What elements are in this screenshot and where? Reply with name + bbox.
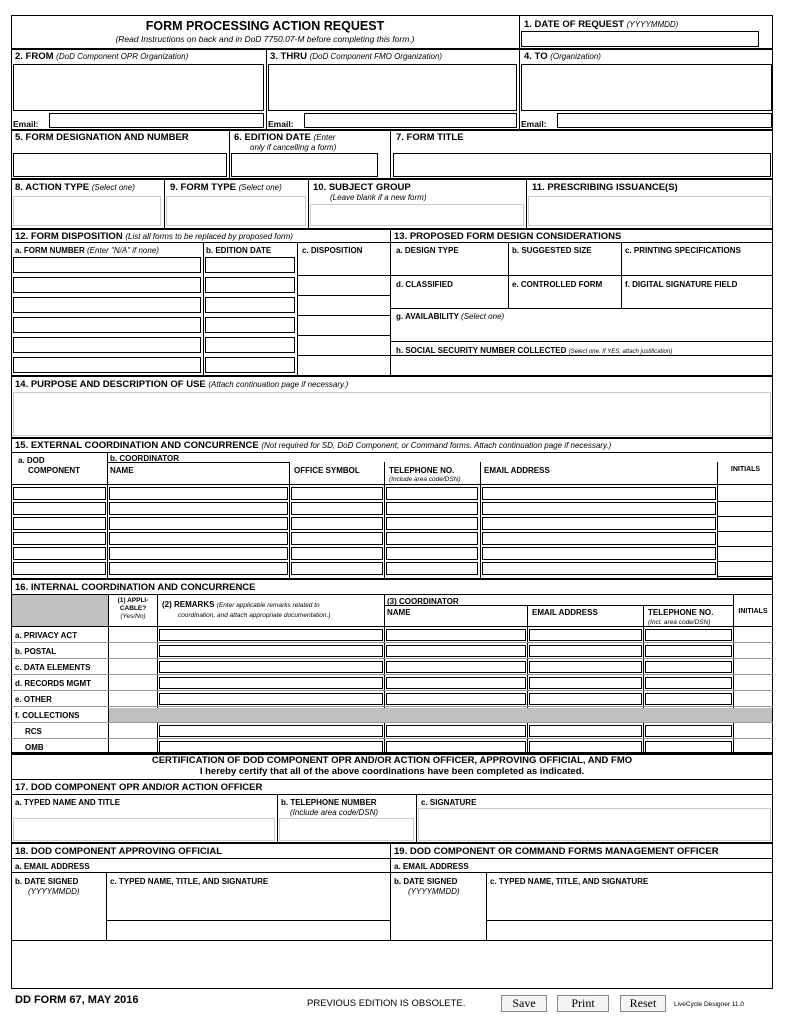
opr-telephone-hint: (Include area code/DSN) bbox=[290, 808, 379, 817]
typed-name-title-label: a. TYPED NAME AND TITLE bbox=[15, 798, 121, 807]
form-number-field[interactable] bbox=[13, 297, 201, 313]
forms-manager-label: 19. DOD COMPONENT OR COMMAND FORMS MANAGEMENT OFFICER bbox=[394, 846, 719, 857]
internal-coordination-cell[interactable] bbox=[529, 661, 642, 673]
external-coordination-cell[interactable] bbox=[386, 562, 478, 575]
internal-coordination-cell[interactable] bbox=[386, 629, 526, 641]
print-button[interactable]: Print bbox=[557, 995, 609, 1012]
internal-row-label: f. COLLECTIONS bbox=[15, 711, 80, 720]
telephone-col-hint: (Include area code/DSN) bbox=[389, 476, 461, 483]
opr-telephone-label: b. TELEPHONE NUMBER bbox=[281, 798, 377, 807]
internal-coordination-cell[interactable] bbox=[386, 645, 526, 657]
edition-date-hint: only if cancelling a form) bbox=[250, 143, 337, 152]
subject-group-hint: (Leave blank if a new form) bbox=[330, 193, 427, 202]
certification-text: I hereby certify that all of the above coordinations have been completed as indicated. bbox=[199, 766, 585, 777]
applicable-col: (1) APPLI- CABLE? (Yes/No) bbox=[117, 597, 149, 620]
internal-coordination-label: 16. INTERNAL COORDINATION AND CONCURRENCE bbox=[15, 582, 256, 593]
office-symbol-col: OFFICE SYMBOL bbox=[294, 466, 360, 475]
availability-label: g. AVAILABILITY (Select one) bbox=[396, 312, 505, 321]
opr-signature-label: c. SIGNATURE bbox=[421, 798, 477, 807]
manager-name-label: c. TYPED NAME, TITLE, AND SIGNATURE bbox=[490, 877, 649, 886]
opr-signature-field[interactable] bbox=[418, 808, 771, 841]
printing-specs-label: c. PRINTING SPECIFICATIONS bbox=[625, 246, 741, 255]
reset-button[interactable]: Reset bbox=[620, 995, 666, 1012]
remarks-col: (2) REMARKS (Enter applicable remarks related to bbox=[162, 600, 320, 609]
digital-signature-label: f. DIGITAL SIGNATURE FIELD bbox=[625, 280, 738, 289]
date-of-request-label: 1. DATE OF REQUEST (YYYYMMDD) bbox=[524, 19, 679, 30]
internal-row-label: b. POSTAL bbox=[15, 647, 57, 656]
internal-row-label: a. PRIVACY ACT bbox=[15, 631, 78, 640]
dod-component-col: a. DOD COMPONENT bbox=[18, 456, 80, 475]
internal-coordination-cell[interactable] bbox=[645, 693, 732, 705]
external-coordination-cell[interactable] bbox=[13, 562, 106, 575]
designer-note: LiveCycle Designer 11.0 bbox=[674, 1001, 744, 1008]
initials-col: INITIALS bbox=[730, 466, 761, 473]
design-type-label: a. DESIGN TYPE bbox=[396, 246, 459, 255]
internal-row-label: c. DATA ELEMENTS bbox=[15, 663, 91, 672]
internal-coordination-cell[interactable] bbox=[386, 677, 526, 689]
remarks-col-hint: coordination, and attach appropriate documentation.) bbox=[178, 612, 331, 619]
thru-email-label: Email: bbox=[268, 119, 294, 129]
external-coordination-cell[interactable] bbox=[291, 532, 383, 545]
internal-coordination-cell[interactable] bbox=[645, 645, 732, 657]
date-of-request-field[interactable] bbox=[521, 31, 759, 47]
internal-coordination-cell[interactable] bbox=[159, 677, 383, 689]
external-coordination-cell[interactable] bbox=[386, 517, 478, 530]
external-coordination-cell[interactable] bbox=[482, 562, 716, 575]
external-coordination-cell[interactable] bbox=[386, 547, 478, 560]
internal-coordinator-col: (3) COORDINATOR bbox=[387, 597, 459, 606]
edition-date-field[interactable] bbox=[205, 277, 295, 293]
external-coordination-cell[interactable] bbox=[291, 547, 383, 560]
suggested-size-label: b. SUGGESTED SIZE bbox=[512, 246, 592, 255]
external-coordination-cell[interactable] bbox=[13, 487, 106, 500]
name-col: NAME bbox=[110, 466, 134, 475]
opr-typed-name-field[interactable] bbox=[13, 818, 275, 841]
internal-row-label: OMB bbox=[25, 743, 44, 752]
internal-coordination-cell[interactable] bbox=[386, 693, 526, 705]
internal-coordination-cell[interactable] bbox=[645, 661, 732, 673]
form-number-col: a. FORM NUMBER (Enter "N/A" if none) bbox=[15, 246, 159, 255]
form-number-field[interactable] bbox=[13, 277, 201, 293]
internal-coordination-cell[interactable] bbox=[159, 725, 383, 737]
design-considerations-label: 13. PROPOSED FORM DESIGN CONSIDERATIONS bbox=[394, 231, 622, 242]
thru-email-field[interactable] bbox=[304, 113, 517, 128]
applicable-select[interactable] bbox=[110, 644, 156, 658]
internal-coordination-cell[interactable] bbox=[645, 725, 732, 737]
approving-name-label: c. TYPED NAME, TITLE, AND SIGNATURE bbox=[110, 877, 269, 886]
action-type-label: 8. ACTION TYPE (Select one) bbox=[15, 182, 135, 193]
form-subtitle: (Read Instructions on back and in DoD 7750.07-M before completing this form.) bbox=[115, 34, 415, 44]
approving-official-label: 18. DOD COMPONENT APPROVING OFFICIAL bbox=[15, 846, 223, 857]
controlled-form-label: e. CONTROLLED FORM bbox=[512, 280, 603, 289]
purpose-field[interactable] bbox=[13, 392, 771, 436]
from-email-label: Email: bbox=[13, 119, 39, 129]
external-coordination-cell[interactable] bbox=[386, 532, 478, 545]
from-email-field[interactable] bbox=[49, 113, 264, 128]
form-title-label: 7. FORM TITLE bbox=[396, 132, 464, 143]
internal-initials-col: INITIALS bbox=[738, 608, 768, 615]
opr-telephone-field[interactable] bbox=[279, 818, 414, 841]
edition-date-label: 6. EDITION DATE (Enter bbox=[234, 132, 336, 143]
thru-label: 3. THRU (DoD Component FMO Organization) bbox=[270, 51, 443, 62]
ssn-collected-label: h. SOCIAL SECURITY NUMBER COLLECTED (Select one. If YES, attach justification) bbox=[396, 346, 673, 355]
coordinator-col: b. COORDINATOR bbox=[110, 454, 180, 463]
collections-shade bbox=[109, 708, 772, 722]
internal-row-label: RCS bbox=[25, 727, 42, 736]
internal-coordination-cell[interactable] bbox=[159, 645, 383, 657]
certification-title: CERTIFICATION OF DOD COMPONENT OPR AND/OR ACTION OFFICER, APPROVING OFFICIAL, AND FMO bbox=[151, 755, 633, 766]
internal-coordination-cell[interactable] bbox=[529, 645, 642, 657]
form-number-footer: DD FORM 67, MAY 2016 bbox=[15, 994, 139, 1006]
approving-email-label: a. EMAIL ADDRESS bbox=[15, 862, 90, 871]
internal-coordination-cell[interactable] bbox=[529, 693, 642, 705]
internal-coordination-cell[interactable] bbox=[159, 693, 383, 705]
edition-date-col: b. EDITION DATE bbox=[206, 246, 272, 255]
internal-name-col: NAME bbox=[387, 608, 411, 617]
external-coordination-cell[interactable] bbox=[386, 502, 478, 515]
external-coordination-cell[interactable] bbox=[482, 517, 716, 530]
action-type-select[interactable] bbox=[13, 196, 161, 226]
form-type-select[interactable] bbox=[166, 196, 306, 226]
applicable-select[interactable] bbox=[110, 628, 156, 642]
edition-date-field[interactable] bbox=[205, 297, 295, 313]
opr-officer-label: 17. DOD COMPONENT OPR AND/OR ACTION OFFICER bbox=[15, 782, 263, 793]
subject-group-field[interactable] bbox=[310, 204, 524, 226]
external-coordination-cell[interactable] bbox=[13, 517, 106, 530]
subject-group-label: 10. SUBJECT GROUP bbox=[313, 182, 411, 193]
applicable-select[interactable] bbox=[110, 692, 156, 706]
purpose-label: 14. PURPOSE AND DESCRIPTION OF USE (Attach continuation page if necessary.) bbox=[15, 379, 349, 390]
approving-date-hint: (YYYYMMDD) bbox=[28, 887, 80, 896]
applicable-select[interactable] bbox=[110, 724, 156, 738]
to-email-field[interactable] bbox=[557, 113, 772, 128]
internal-coordination-cell[interactable] bbox=[386, 661, 526, 673]
edition-date-field[interactable] bbox=[205, 317, 295, 333]
internal-row-label: d. RECORDS MGMT bbox=[15, 679, 91, 688]
external-coordination-label: 15. EXTERNAL COORDINATION AND CONCURRENCE (Not required for SD, DoD Component, or Command forms. Attach continuation page if necessary.) bbox=[15, 440, 612, 451]
external-coordination-cell[interactable] bbox=[109, 487, 288, 500]
internal-telephone-hint: (Incl. area code/DSN) bbox=[648, 619, 711, 626]
external-coordination-cell[interactable] bbox=[109, 532, 288, 545]
internal-coordination-cell[interactable] bbox=[645, 677, 732, 689]
form-title-field[interactable] bbox=[393, 153, 771, 177]
prescribing-issuance-field[interactable] bbox=[528, 196, 771, 226]
telephone-col: TELEPHONE NO. bbox=[389, 466, 455, 475]
disposition-col: c. DISPOSITION bbox=[302, 246, 363, 255]
internal-coordination-cell[interactable] bbox=[529, 677, 642, 689]
external-coordination-cell[interactable] bbox=[291, 502, 383, 515]
form-disposition-label: 12. FORM DISPOSITION (List all forms to be replaced by proposed form) bbox=[15, 231, 293, 242]
prescribing-issuance-label: 11. PRESCRIBING ISSUANCE(S) bbox=[532, 182, 678, 193]
from-field[interactable] bbox=[13, 64, 264, 111]
form-title: FORM PROCESSING ACTION REQUEST bbox=[145, 19, 385, 33]
external-coordination-cell[interactable] bbox=[109, 502, 288, 515]
external-coordination-cell[interactable] bbox=[291, 517, 383, 530]
external-coordination-cell[interactable] bbox=[482, 547, 716, 560]
external-coordination-cell[interactable] bbox=[291, 562, 383, 575]
edition-date-field[interactable] bbox=[231, 153, 378, 177]
obsolete-notice: PREVIOUS EDITION IS OBSOLETE. bbox=[307, 998, 466, 1009]
external-coordination-cell[interactable] bbox=[109, 547, 288, 560]
external-coordination-cell[interactable] bbox=[482, 502, 716, 515]
external-coordination-cell[interactable] bbox=[13, 502, 106, 515]
form-designation-field[interactable] bbox=[13, 153, 227, 177]
form-number-field[interactable] bbox=[13, 317, 201, 333]
internal-coordination-cell[interactable] bbox=[529, 629, 642, 641]
external-coordination-cell[interactable] bbox=[13, 547, 106, 560]
internal-coordination-cell[interactable] bbox=[645, 629, 732, 641]
internal-coordination-cell[interactable] bbox=[159, 629, 383, 641]
manager-date-label: b. DATE SIGNED bbox=[394, 877, 458, 886]
internal-coordination-cell[interactable] bbox=[529, 725, 642, 737]
thru-field[interactable] bbox=[268, 64, 517, 111]
to-email-label: Email: bbox=[521, 119, 547, 129]
save-button[interactable]: Save bbox=[501, 995, 547, 1012]
external-coordination-cell[interactable] bbox=[482, 532, 716, 545]
applicable-select[interactable] bbox=[110, 676, 156, 690]
form-designation-label: 5. FORM DESIGNATION AND NUMBER bbox=[15, 132, 189, 143]
internal-email-col: EMAIL ADDRESS bbox=[532, 608, 598, 617]
external-coordination-cell[interactable] bbox=[109, 562, 288, 575]
internal-row-label: e. OTHER bbox=[15, 695, 52, 704]
classified-label: d. CLASSIFIED bbox=[396, 280, 453, 289]
manager-email-label: a. EMAIL ADDRESS bbox=[394, 862, 469, 871]
internal-header-shade bbox=[12, 594, 108, 626]
external-coordination-cell[interactable] bbox=[482, 487, 716, 500]
edition-date-field[interactable] bbox=[205, 357, 295, 373]
internal-coordination-cell[interactable] bbox=[386, 725, 526, 737]
form-number-field[interactable] bbox=[13, 357, 201, 373]
form-number-field[interactable] bbox=[13, 337, 201, 353]
form-number-field[interactable] bbox=[13, 257, 201, 273]
edition-date-field[interactable] bbox=[205, 257, 295, 273]
external-coordination-cell[interactable] bbox=[291, 487, 383, 500]
form-type-label: 9. FORM TYPE (Select one) bbox=[170, 182, 282, 193]
email-address-col: EMAIL ADDRESS bbox=[484, 466, 550, 475]
approving-date-label: b. DATE SIGNED bbox=[15, 877, 79, 886]
internal-telephone-col: TELEPHONE NO. bbox=[648, 608, 714, 617]
manager-date-hint: (YYYYMMDD) bbox=[408, 887, 460, 896]
external-coordination-cell[interactable] bbox=[109, 517, 288, 530]
from-label: 2. FROM (DoD Component OPR Organization) bbox=[15, 51, 189, 62]
to-field[interactable] bbox=[521, 64, 772, 111]
applicable-select[interactable] bbox=[110, 660, 156, 674]
external-coordination-cell[interactable] bbox=[13, 532, 106, 545]
to-label: 4. TO (Organization) bbox=[524, 51, 601, 62]
edition-date-field[interactable] bbox=[205, 337, 295, 353]
internal-coordination-cell[interactable] bbox=[159, 661, 383, 673]
external-coordination-cell[interactable] bbox=[386, 487, 478, 500]
